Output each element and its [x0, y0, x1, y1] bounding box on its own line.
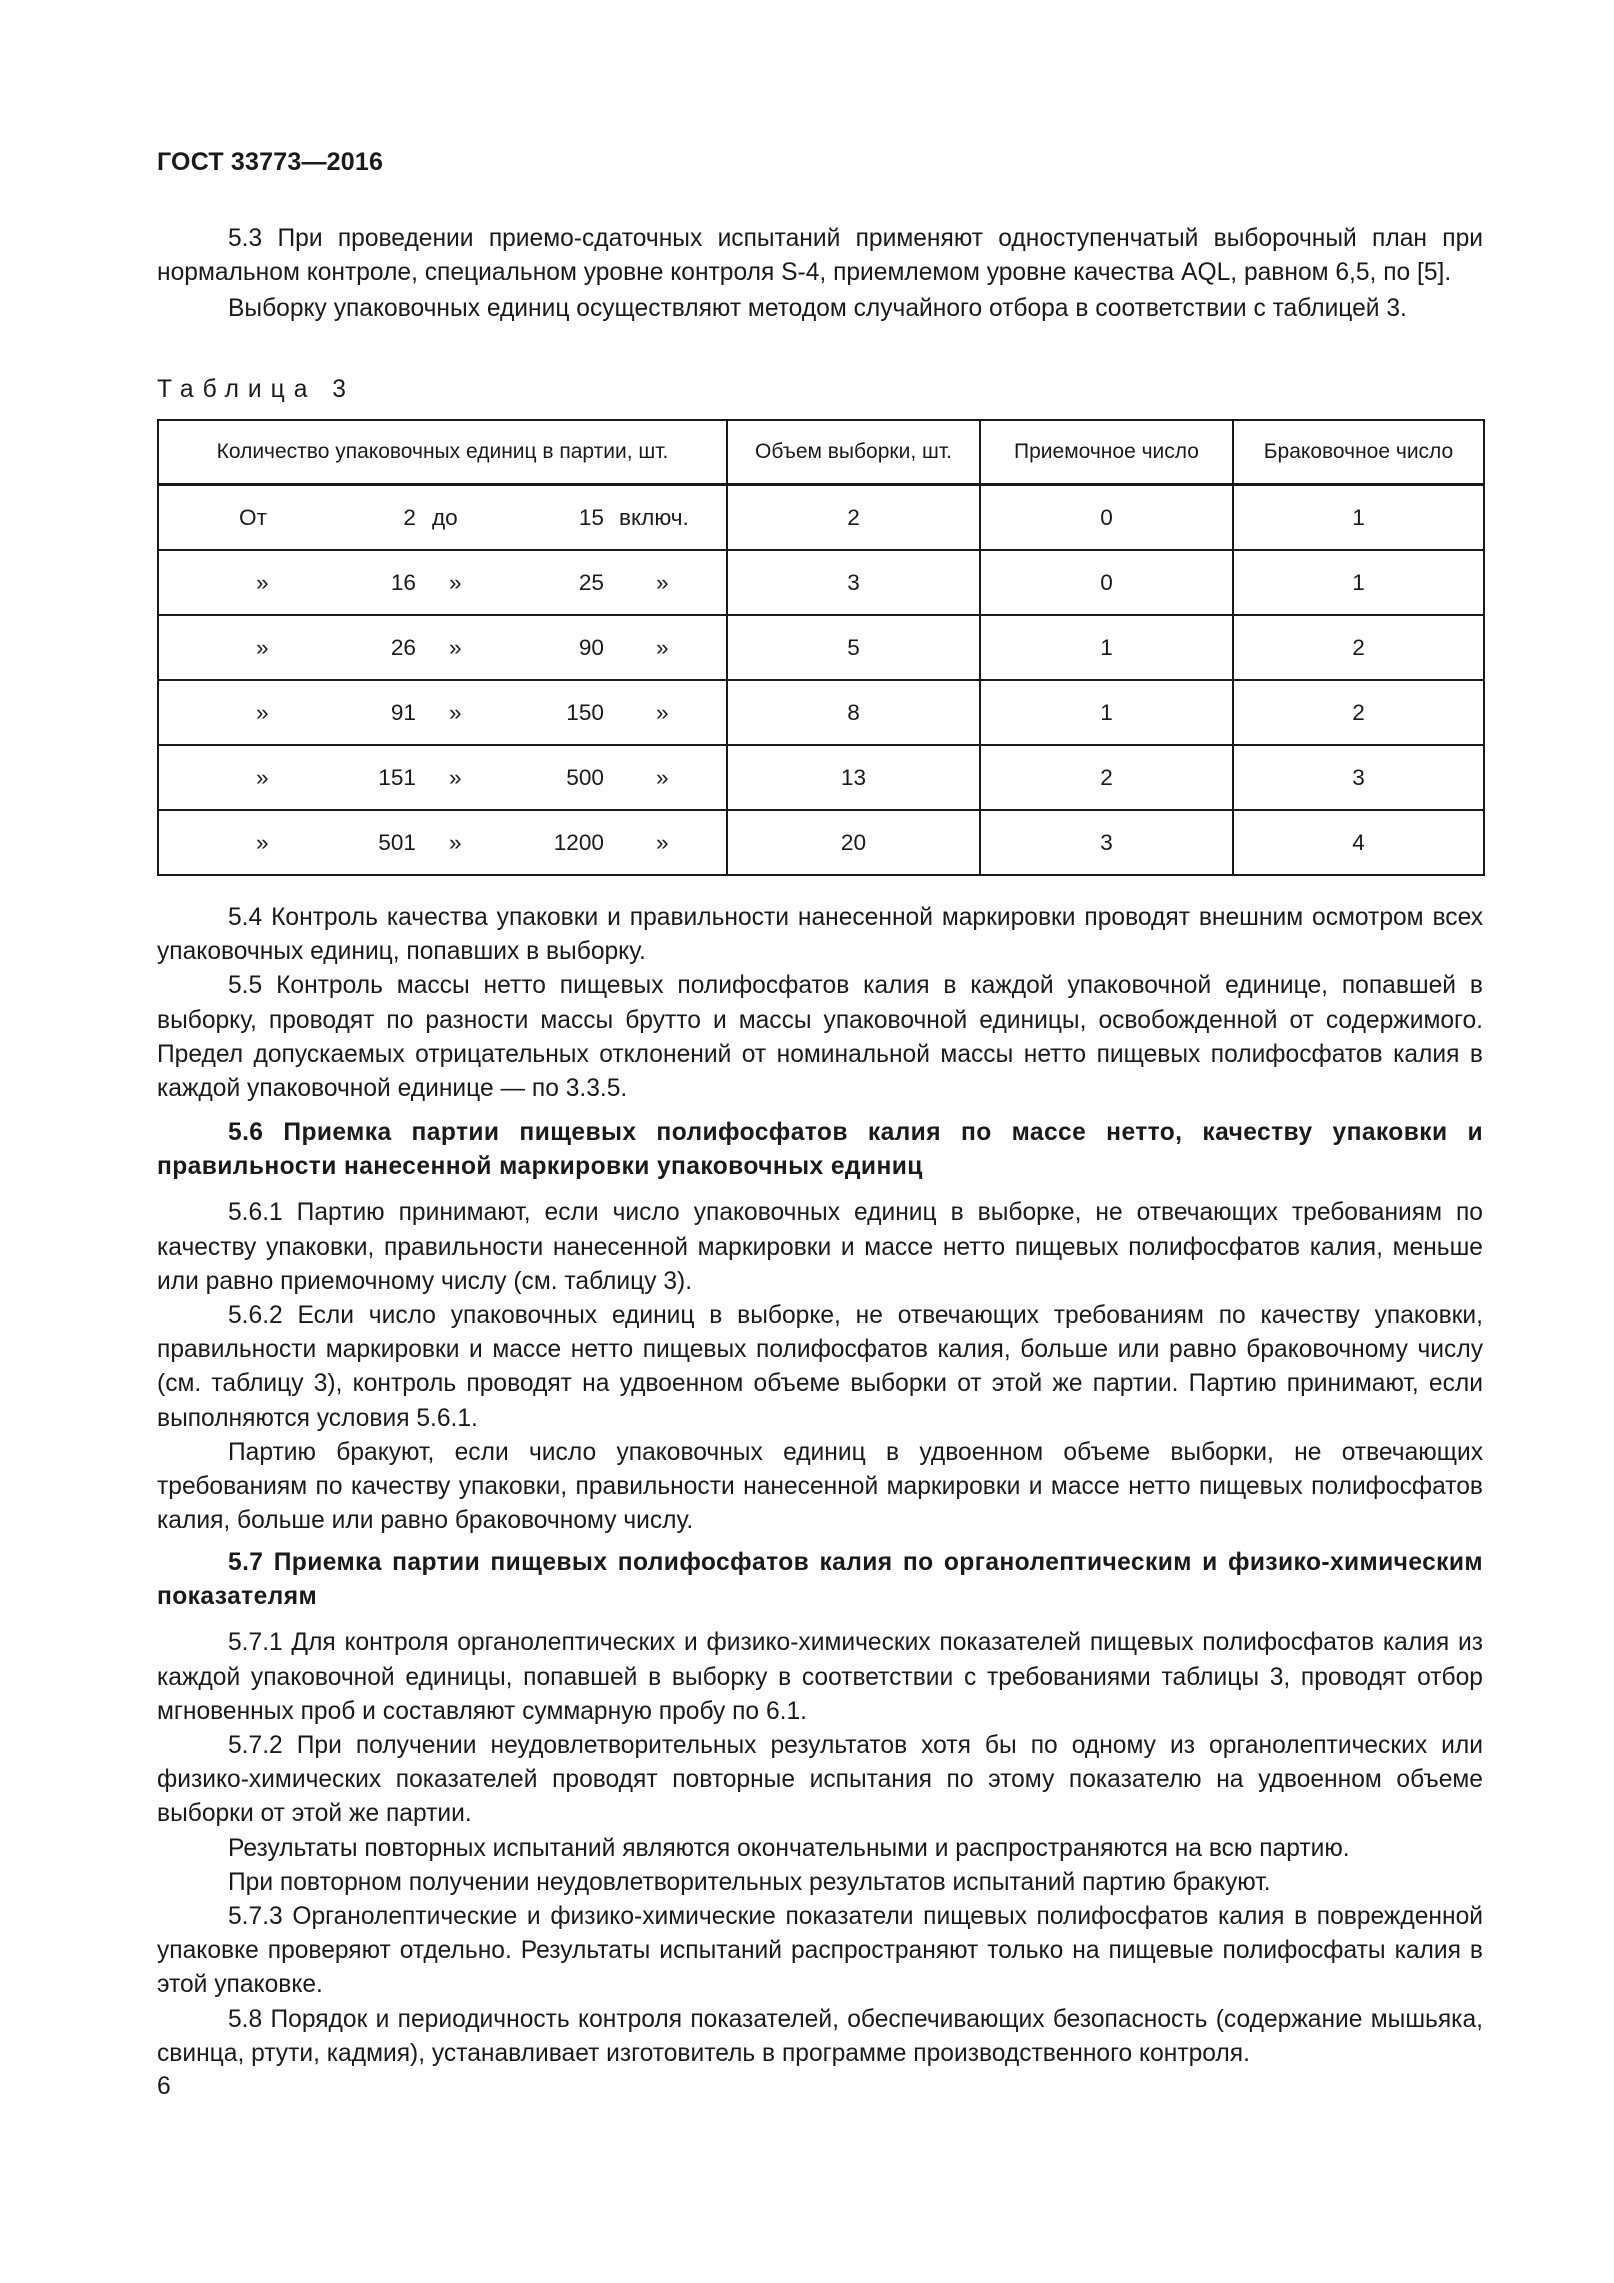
range-from-word: »	[256, 764, 269, 790]
table-row	[158, 615, 1484, 680]
paragraph-5-3-sampling: Выборку упаковочных единиц осуществляют методом случайного отбора в соответствии с таблицей 3.	[228, 295, 1407, 323]
sample-size-cell: 5	[727, 615, 980, 680]
range-suffix: включ.	[619, 504, 689, 530]
paragraph-5-7-2-final: Результаты повторных испытаний являются окончательными и распространяются на всю партию.	[228, 1834, 1350, 1862]
range-to: 150	[566, 699, 604, 725]
range-to: 90	[578, 634, 604, 660]
heading-5-7: 5.7 Приемка партии пищевых полифосфатов калия по органолептическим и физико-химическим показателям	[157, 1549, 1483, 1611]
range-from-word: От	[239, 504, 267, 530]
paragraph-5-4: 5.4 Контроль качества упаковки и правильности нанесенной маркировки проводят внешним осмотром всех упаковочных единиц, попавших в выборку.	[157, 904, 1483, 966]
rejection-number-cell: 1	[1233, 550, 1484, 615]
range-from: 501	[378, 829, 416, 855]
sample-size-cell: 3	[727, 550, 980, 615]
paragraph-5-7-1: 5.7.1 Для контроля органолептических и физико-химических показателей пищевых полифосфатов калия из каждой упаковочной единицы, попавшей в выборку в соответствии с требованиями таблицы 3, проводят отбор мгновенных проб и составляют суммарную пробу по 6.1.	[157, 1629, 1483, 1725]
paragraph-5-7-2-reject: При повторном получении неудовлетворительных результатов испытаний партию бракуют.	[228, 1868, 1271, 1896]
section-5-4-5-5	[157, 901, 1483, 1106]
paragraph-5-7-3: 5.7.3 Органолептические и физико-химические показатели пищевых полифосфатов калия в поврежденной упаковке проверяют отдельно. Результаты испытаний распространяют только на пищевые полифосфаты калия в этой упаковке.	[157, 1903, 1483, 1999]
header-acceptance-number: Приемочное число	[980, 420, 1233, 485]
page-number: 6	[157, 2073, 171, 2100]
lot-quantity-cell	[158, 745, 727, 810]
range-from: 91	[390, 699, 416, 725]
header-sample-size: Объем выборки, шт.	[727, 420, 980, 485]
acceptance-number-cell: 0	[980, 550, 1233, 615]
heading-5-6: 5.6 Приемка партии пищевых полифосфатов калия по массе нетто, качеству упаковки и правильности нанесенной маркировки упаковочных единиц	[157, 1119, 1483, 1181]
document-header: ГОСТ 33773—2016	[157, 148, 384, 176]
table-row	[158, 680, 1484, 745]
rejection-number-cell: 2	[1233, 615, 1484, 680]
paragraph-5-6-reject: Партию бракуют, если число упаковочных единиц в удвоенном объеме выборки, не отвечающих требованиям по качеству упаковки, правильности нанесенной маркировки и массе нетто пищевых полифосфатов калия, больше или равно браковочному числу.	[157, 1438, 1483, 1535]
rejection-number-cell: 1	[1233, 485, 1484, 551]
acceptance-number-cell: 2	[980, 745, 1233, 810]
range-from-word: »	[256, 569, 269, 595]
range-to: 15	[578, 504, 604, 530]
table-row	[158, 810, 1484, 875]
range-from: 16	[390, 569, 416, 595]
rejection-number-cell: 4	[1233, 810, 1484, 875]
range-to: 1200	[553, 829, 604, 855]
sample-size-cell: 8	[727, 680, 980, 745]
sample-size-cell: 13	[727, 745, 980, 810]
sample-size-cell: 20	[727, 810, 980, 875]
range-to-word: до	[432, 504, 458, 530]
sample-size-cell: 2	[727, 485, 980, 551]
table-row	[158, 745, 1484, 810]
range-to-word: »	[449, 764, 462, 790]
header-rejection-number: Браковочное число	[1233, 420, 1484, 485]
range-to: 500	[566, 764, 604, 790]
range-from-word: »	[256, 699, 269, 725]
range-from: 151	[378, 764, 416, 790]
section-5-3	[157, 222, 1483, 327]
range-from-word: »	[256, 829, 269, 855]
range-suffix: »	[656, 699, 669, 725]
acceptance-number-cell: 1	[980, 680, 1233, 745]
range-from-word: »	[256, 634, 269, 660]
paragraph-5-3: 5.3 При проведении приемо-сдаточных испытаний применяют одноступенчатый выборочный план при нормальном контроле, специальном уровне контроля S-4, приемлемом уровне качества AQL, равном 6,5, по [5].	[157, 225, 1483, 287]
range-from: 2	[403, 504, 416, 530]
table-row	[158, 550, 1484, 615]
lot-quantity-cell	[158, 615, 727, 680]
lot-quantity-cell	[158, 485, 727, 551]
acceptance-number-cell: 0	[980, 485, 1233, 551]
range-to-word: »	[449, 634, 462, 660]
paragraph-5-8: 5.8 Порядок и периодичность контроля показателей, обеспечивающих безопасность (содержание мышьяка, свинца, ртути, кадмия), устанавливает изготовитель в программе производственного контроля.	[157, 2005, 1483, 2067]
lot-quantity-cell	[158, 680, 727, 745]
paragraph-5-7-2: 5.7.2 При получении неудовлетворительных результатов хотя бы по одному из органолептических или физико-химических показателей проводят повторные испытания по этому показателю на удвоенном объеме выборки от этой же партии.	[157, 1732, 1483, 1828]
range-suffix: »	[656, 634, 669, 660]
header-lot-quantity: Количество упаковочных единиц в партии, шт.	[158, 420, 727, 485]
acceptance-number-cell: 1	[980, 615, 1233, 680]
table-3	[157, 419, 1485, 876]
rejection-number-cell: 3	[1233, 745, 1484, 810]
paragraph-5-6-2: 5.6.2 Если число упаковочных единиц в выборке, не отвечающих требованиям по качеству упаковки, правильности маркировки и массе нетто пищевых полифосфатов калия, больше или равно браковочному числу (см. таблицу 3), контроль проводят на удвоенном объеме выборки от этой же партии. Партию принимают, если выполняются условия 5.6.1.	[157, 1302, 1483, 1432]
table-caption: Таблица 3	[157, 376, 355, 403]
paragraph-5-6-1: 5.6.1 Партию принимают, если число упаковочных единиц в выборке, не отвечающих требованиям по качеству упаковки, правильности нанесенной маркировки и массе нетто пищевых полифосфатов калия, меньше или равно приемочному числу (см. таблицу 3).	[157, 1199, 1483, 1295]
range-suffix: »	[656, 764, 669, 790]
range-to-word: »	[449, 569, 462, 595]
table-row	[158, 485, 1484, 551]
acceptance-number-cell: 3	[980, 810, 1233, 875]
range-from: 26	[390, 634, 416, 660]
lot-quantity-cell	[158, 810, 727, 875]
section-5-6	[157, 1116, 1483, 1538]
range-to: 25	[578, 569, 604, 595]
paragraph-5-5: 5.5 Контроль массы нетто пищевых полифосфатов калия в каждой упаковочной единице, попавшей в выборку, проводят по разности массы брутто и массы упаковочной единицы, освобожденной от содержимого. Предел допускаемых отрицательных отклонений от номинальной массы нетто пищевых полифосфатов калия в каждой упаковочной единице — по 3.3.5.	[157, 972, 1483, 1103]
rejection-number-cell: 2	[1233, 680, 1484, 745]
lot-quantity-cell	[158, 550, 727, 615]
section-5-7	[157, 1546, 1483, 2071]
range-to-word: »	[449, 829, 462, 855]
range-to-word: »	[449, 699, 462, 725]
table-header-row	[158, 420, 1484, 485]
range-suffix: »	[656, 569, 669, 595]
range-suffix: »	[656, 829, 669, 855]
